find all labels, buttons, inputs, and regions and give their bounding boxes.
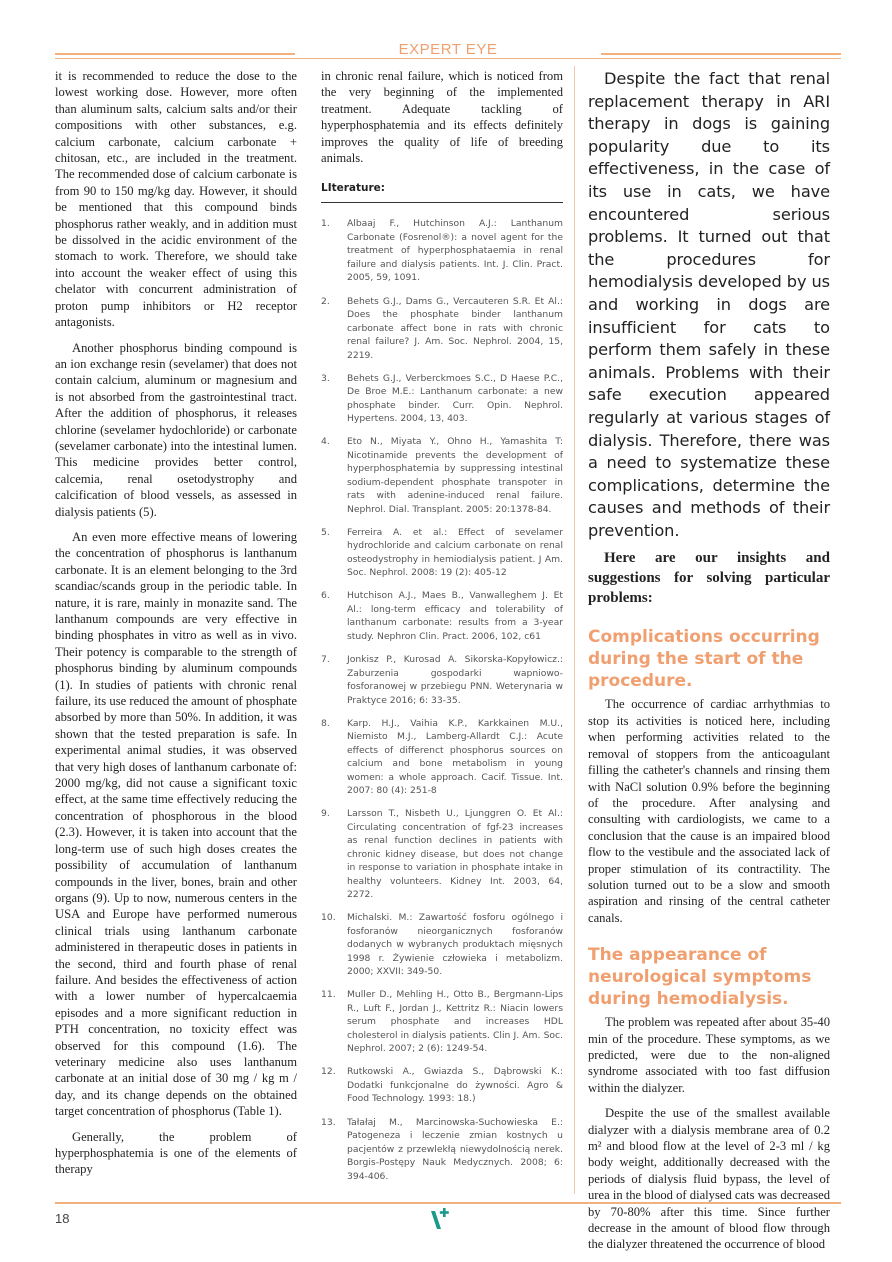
- page-header: [55, 38, 841, 62]
- reference-item: [321, 807, 563, 902]
- column-divider: [574, 66, 575, 1194]
- reference-text: Ferreira A. et al.: Effect of sevelamer hydrochloride and calcium carbonate on renal osteodystrophy in hemiodialysis patient. J Am. Soc. Nephrol. 2008: 19 (2): 405-12: [347, 526, 563, 579]
- page-number: 18: [55, 1211, 70, 1226]
- reference-item: [321, 435, 563, 516]
- reference-number: 13.: [321, 1116, 336, 1128]
- reference-text: Hutchison A.J., Maes B., Vanwalleghem J. Et Al.: long-term efficacy and tolerability of lanthanum carbonate: results from a 3-year study. Nephron Clin. Pract. 2006, 102, c61: [347, 590, 563, 642]
- reference-item: [321, 589, 563, 643]
- footer-rule: [55, 1202, 841, 1204]
- paragraph: The occurrence of cardiac arrhythmias to stop its activities is noticed here, including when performing activities related to the removal of stoppers from the anticoagulant filling the catheter's channels and rinsing them with NaCl solution 0.9% before the beginning of the procedure. After analysing and consulting with cardiologists, we came to a conclusion that the cause is an impaired blood flow to the vestibule and the associated lack of proper stimulation of its contractility. The solution turned out to be a slow and smooth aspiration and rinsing of the central catheter canals.: [588, 697, 830, 925]
- paragraph: Generally, the problem of hyperphosphatemia is one of the elements of therapy: [55, 1129, 297, 1177]
- paragraph: it is recommended to reduce the dose to the lowest working dose. However, more often than aluminum salts, calcium salts and/or their compositions with other substances, e.g. calcium carbonate, calcium carbonate + chitosan, etc., are included in the treatment. The recommended dose of calcium carbonate is from 90 to 150 mg/kg day. However, it should be mentioned that this compound binds phosphorus rather weakly, and in addition must be dissolved in the acidic environment of the stomach to work. Therefore, we should take into account the weaker effect of using this chelator with concurrent administration of proton pump inhibitors or H2 receptor antagonists.: [55, 69, 297, 330]
- column-1: [55, 68, 297, 1187]
- reference-item: [321, 717, 563, 798]
- reference-text: Michalski. M.: Zawartość fosforu ogólnego i fosforanów nieorganicznych fosforanów dodanych w wybranych produktach mięsnych 1998 r. Żywienie człowieka i metabolizm. 2000; XXVII: 349-50.: [347, 912, 563, 978]
- reference-number: 8.: [321, 717, 330, 729]
- reference-number: 3.: [321, 372, 330, 384]
- reference-text: Behets G.J., Verberckmoes S.C., D Haese P.C., De Broe M.E.: Lanthanum carbonate: a new phosphate binder. Curr. Opin. Nephrol. Hypertens. 2004, 13, 403.: [347, 372, 563, 425]
- lead-paragraph: Despite the fact that renal replacement therapy in ARI therapy in dogs is gaining popularity due to its effectiveness, in the case of its use in cats, we have encountered serious problems. It turned out that the procedures for hemodialysis developed by us and working in dogs are insufficient for cats to perform them safely in these animals. Problems with their safe execution appeared regularly at various stages of dialysis. Therefore, there was a need to systematize these complications, determine the causes and methods of their prevention.: [588, 69, 830, 540]
- reference-number: 5.: [321, 526, 330, 538]
- reference-text: Tałałaj M., Marcinowska-Suchowieska E.: Patogeneza i leczenie zmian kostnych u pacjentów z przewlekłą niewydolnością nerek. Borgis-Postępy Nauk Medycznych. 2008; 6: 394-406.: [347, 1116, 563, 1182]
- section-heading: The appearance of neurological symptoms during hemodialysis.: [588, 945, 812, 1010]
- reference-number: 11.: [321, 989, 336, 1001]
- reference-item: [321, 372, 563, 426]
- reference-text: Muller D., Mehling H., Otto B., Bergmann-Lips R., Luft F., Jordan J., Kettritz R.: Niacin lowers serum phosphate and increases HDL cholesterol in dialysis patients. Clin J. Am. Soc. Nephrol. 2007; 2 (6): 1249-54.: [347, 989, 563, 1055]
- reference-item: [321, 1116, 563, 1184]
- reference-text: Eto N., Miyata Y., Ohno H., Yamashita T: Nicotinamide prevents the development of hyperphosphatemia by suppressing intestinal sodium-dependent phosphate transpoter in rats with adenine-induced renal failure. Nephrol. Dial. Transplant. 2005: 20:1378-84.: [347, 436, 563, 515]
- reference-text: Jonkisz P., Kurosad A. Sikorska-Kopyłowicz.: Zaburzenia gospodarki wapniowo-fosforanowej w przebiegu PNN. Weterynaria w Praktyce 2016; 6: 33-35.: [347, 654, 563, 706]
- reference-number: 1.: [321, 218, 330, 230]
- header-rule: [601, 53, 841, 55]
- reference-item: [321, 653, 563, 707]
- reference-item: [321, 217, 563, 285]
- reference-number: 9.: [321, 808, 330, 820]
- reference-item: [321, 526, 563, 580]
- column-3: [588, 68, 830, 1262]
- reference-number: 12.: [321, 1066, 336, 1078]
- header-rule: [55, 58, 841, 59]
- reference-number: 6.: [321, 590, 330, 602]
- reference-item: [321, 911, 563, 979]
- vet-plus-logo-icon: [428, 1207, 454, 1231]
- reference-text: Albaaj F., Hutchinson A.J.: Lanthanum Carbonate (Fosrenol®): a novel agent for the treatment of hyperphosphataemia in renal failure and dialysis patients. Int. J. Clin. Pract. 2005, 59, 1091.: [347, 218, 563, 284]
- column-2: [321, 68, 563, 1193]
- reference-number: 2.: [321, 295, 330, 307]
- reference-number: 10.: [321, 912, 336, 924]
- reference-text: Behets G.J., Dams G., Vercauteren S.R. Et Al.: Does the phosphate binder lanthanum carbonate affect bone in rats with chronic renal failure? J. Am. Soc. Nephrol. 2004, 15, 2219.: [347, 295, 563, 361]
- bold-intro: Here are our insights and suggestions for solving particular problems:: [588, 550, 830, 607]
- reference-item: [321, 988, 563, 1056]
- reference-number: 4.: [321, 436, 330, 448]
- reference-list: [321, 217, 563, 1183]
- literature-rule: [321, 202, 563, 203]
- section-heading: Complications occurring during the start of the procedure.: [588, 627, 820, 692]
- paragraph: Despite the use of the smallest available dialyzer with a dialysis membrane area of 0.2 m² and blood flow at the level of 2-3 ml / kg body weight, additionally decreased with the periods of dialysis fluid bypass, the level of urea in the blood of dialysed cats was decreased by 70-80% after this time. Since further decrease in the amount of blood flow through the dialyzer threatened the occurrence of blood: [588, 1106, 830, 1252]
- reference-text: Karp. H.J., Vaihia K.P., Karkkainen M.U., Niemisto M.J., Lamberg-Allardt C.J.: Acute effects of differenct phosphorus sources on calcium and bone metabolism in young women: a whole approach. Cacif. Tissue. Int. 2007: 80 (4): 251-8: [347, 717, 563, 797]
- paragraph: Another phosphorus binding compound is an ion exchange resin (sevelamer) that does not contain calcium, aluminum or magnesium and is not absorbed from the gastrointestinal tract. After the addition of phosphorus, it releases chlorine (sevelamer hydochloride) or carbonate (sevelamer carbonate) into the intestinal lumen. This medicine provides better control, calcemia, renal osetodystrophy and calcification of blood vessels, as assessed in dialysis patients (5).: [55, 340, 297, 519]
- paragraph: The problem was repeated after about 35-40 min of the procedure. These symptoms, as we predicted, were due to the non-aligned syndrome associated with too fast diffusion within the dialyzer.: [588, 1015, 830, 1095]
- paragraph: in chronic renal failure, which is noticed from the very beginning of the implemented treatment. Adequate tackling of hyperphosphatemia and its effects definitely improves the quality of life of breeding animals.: [321, 69, 563, 166]
- reference-text: Larsson T., Nisbeth U., Ljunggren O. Et Al.: Circulating concentration of fgf-23 increases as renal function declines in patients with chronic kidney disease, but does not change in response to variation in phosphate intake in healthy volunteers. Kidney Int. 2003, 64, 2272.: [347, 808, 563, 901]
- reference-number: 7.: [321, 654, 330, 665]
- reference-item: [321, 295, 563, 363]
- reference-text: Rutkowski A., Gwiazda S., Dąbrowski K.: Dodatki funkcjonalne do żywności. Agro & Food Technology. 1993: 18.): [347, 1066, 563, 1105]
- section-title: EXPERT EYE: [398, 41, 498, 58]
- literature-heading: LIterature:: [321, 182, 385, 195]
- paragraph: An even more effective means of lowering the concentration of phosphorus is lanthanum carbonate. It is an element belonging to the 3rd scandiac/scands group in the periodic table. In nature, it is rare, mainly in monazite sand. The lanthanum compounds are very effective in binding phosphates in vitro as well as in vivo. Their potency is comparable to the strength of phosphorus binding by aluminum compounds (1). In studies of patients with chronic renal failure, its use reduced the amount of phosphate absorbed by more than 50%. In addition, it was shown that the tested preparation is safe. In experimental animal studies, it was observed that very high doses of lanthanum carbonate of: 2000 mg/kg, did not cause a significant toxic effect, at the same time effectively reducing the concentration of phosphorous in the blood (2.3). However, it is taken into account that the long-term use of such high doses creates the possibility of accumulation of lanthanum compounds in the liver, bones, brain and other organs (9). Up to now, numerous centers in the USA and Europe have performed numerous clinical trials using lanthanum carbonate administered in therapeutic doses in patients in the second, third and fourth phase of renal failure. And besides the effectiveness of action with a lower number of hypercalcaemia episodes and a more significant reduction in PTH concentration, no toxicity effect was observed for this compound (1.6). The veterinary medicine also uses lanthanum carbonate at an initial dose of 30 mg / kg m / day, and its change depends on the obtained target concentration of phosphorus (Table 1).: [55, 529, 297, 1119]
- reference-item: [321, 1065, 563, 1106]
